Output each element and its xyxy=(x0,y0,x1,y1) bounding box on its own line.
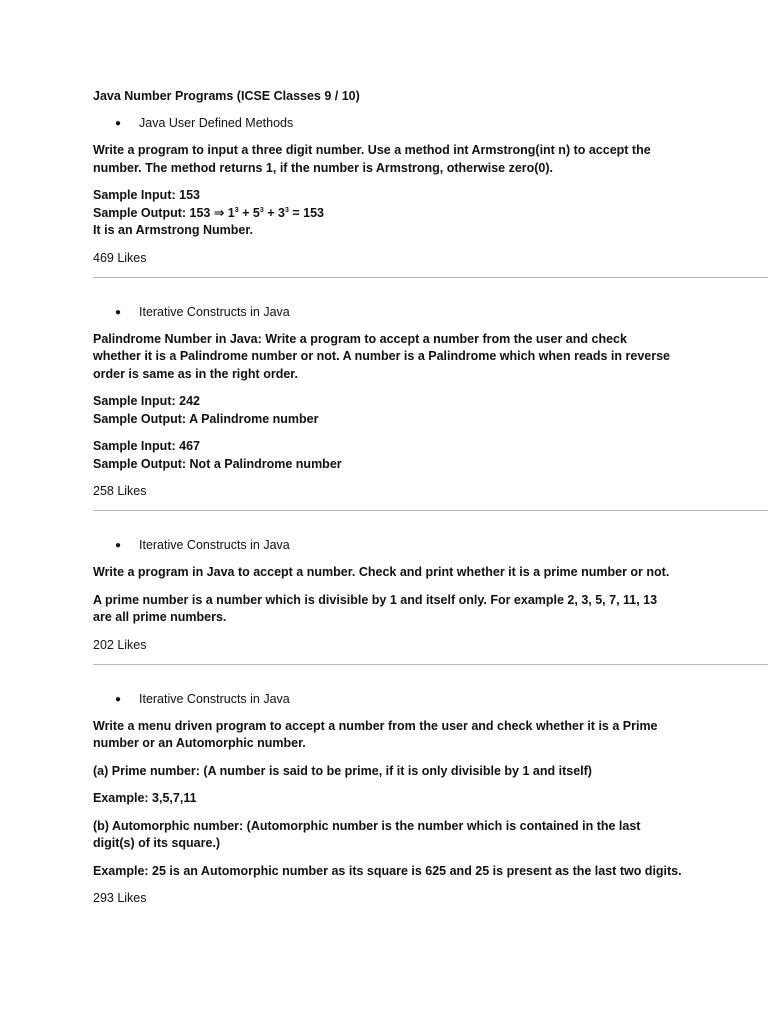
part-b-text: (b) Automorphic number: (Automorphic number is the number which is contained in the last digit(s) of its square.) xyxy=(93,818,641,850)
likes-count: 469 Likes xyxy=(93,250,147,265)
bullet-icon: ● xyxy=(115,306,122,318)
sample-output xyxy=(93,205,768,223)
bullet-icon: ● xyxy=(115,118,122,129)
definition-text: A prime number is a number which is divisible by 1 and itself only. For example 2, 3, 5, 7, 11, 13 are all prime numbers. xyxy=(93,592,658,624)
sample-output-equals: = 153 xyxy=(288,205,324,220)
exponent: 3 xyxy=(234,206,239,214)
program-section-palindrome xyxy=(93,304,768,512)
program-section-prime-automorphic xyxy=(93,691,768,908)
topic-link[interactable]: Iterative Constructs in Java xyxy=(139,538,290,552)
sample-output-term: + 3 xyxy=(263,205,285,220)
program-section-prime xyxy=(93,537,768,665)
topic-item xyxy=(93,537,768,554)
document-title: Java Number Programs (ICSE Classes 9 / 10) xyxy=(93,89,360,103)
sample-input: Sample Input: 153 xyxy=(93,188,200,202)
sample-input: Sample Input: 467 xyxy=(93,439,200,453)
exponent: 3 xyxy=(284,206,289,214)
sample-block xyxy=(93,393,768,428)
part-a-text: (a) Prime number: (A number is said to be prime, if it is only divisible by 1 and itself) xyxy=(93,763,592,778)
likes-count: 293 Likes xyxy=(93,891,147,905)
section-divider xyxy=(93,277,768,278)
topic-link[interactable]: Iterative Constructs in Java xyxy=(139,304,290,319)
question-text: Palindrome Number in Java: Write a program to accept a number from the user and check whether it is a Palindrome number or not. A number is a Palindrome which when reads in reverse order is same as in the right order. xyxy=(93,331,670,381)
sample-output-term: + 5 xyxy=(238,205,260,220)
sample-output: Sample Output: A Palindrome number xyxy=(93,411,319,426)
bullet-icon: ● xyxy=(115,540,122,551)
sample-block xyxy=(93,187,768,240)
likes-count: 258 Likes xyxy=(93,484,147,498)
document-page xyxy=(93,88,768,917)
topic-link[interactable]: Java User Defined Methods xyxy=(139,116,294,130)
example-b-text: Example: 25 is an Automorphic number as its square is 625 and 25 is present as the last two digits. xyxy=(93,863,682,878)
bullet-icon: ● xyxy=(115,693,122,705)
sample-block xyxy=(93,438,768,473)
topic-link[interactable]: Iterative Constructs in Java xyxy=(139,691,290,706)
sample-output: Sample Output: Not a Palindrome number xyxy=(93,456,342,471)
topic-item xyxy=(93,691,768,708)
question-text: Write a program to input a three digit number. Use a method int Armstrong(int n) to accept the number. The method returns 1, if the number is Armstrong, otherwise zero(0). xyxy=(93,143,651,175)
sample-output-prefix: Sample Output: 153 ⇒ 1 xyxy=(93,205,235,220)
question-text: Write a menu driven program to accept a number from the user and check whether it is a Prime number or an Automorphic number. xyxy=(93,718,658,750)
section-divider xyxy=(93,664,768,665)
likes-count: 202 Likes xyxy=(93,637,147,652)
section-divider xyxy=(93,510,768,511)
program-section-armstrong xyxy=(93,115,768,278)
sample-result: It is an Armstrong Number. xyxy=(93,223,253,237)
exponent: 3 xyxy=(259,206,264,214)
question-text: Write a program in Java to accept a number. Check and print whether it is a prime number or not. xyxy=(93,565,670,579)
sample-input: Sample Input: 242 xyxy=(93,394,200,408)
example-a-text: Example: 3,5,7,11 xyxy=(93,791,197,805)
topic-item xyxy=(93,304,768,321)
topic-item xyxy=(93,115,768,132)
